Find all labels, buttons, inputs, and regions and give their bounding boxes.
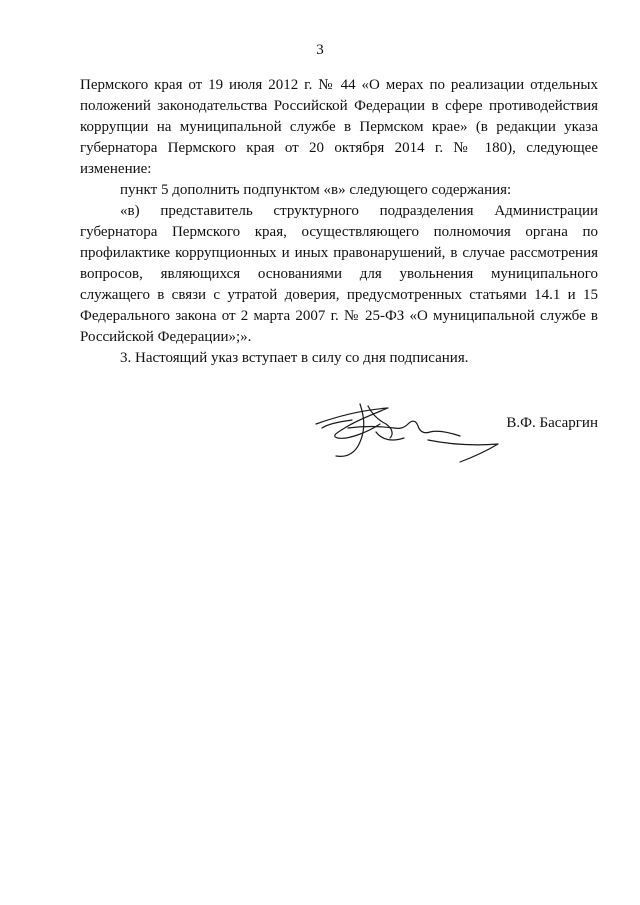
paragraph-amendment-intro: пункт 5 дополнить подпунктом «в» следующего содержания: [120, 182, 512, 198]
handwritten-signature-icon [308, 398, 508, 470]
paragraph-continuation: Пермского края от 19 июля 2012 г. № 44 «О мерах по реализации отдельных положений законодательства Российской Федерации в сфере противодействия коррупции на муниципальной службе в Пермском крае» (в редакции указа губернатора Пермского края от 20 октября 2014 г. № 180), следующее изменение: [80, 77, 598, 177]
document-body [80, 75, 598, 369]
page-number: 3 [316, 42, 324, 58]
paragraph-effective-date: 3. Настоящий указ вступает в силу со дня подписания. [120, 350, 469, 366]
signature-block [308, 398, 608, 470]
signer-name: В.Ф. Басаргин [506, 415, 598, 431]
paragraph-amendment-text: «в) представитель структурного подразделения Администрации губернатора Пермского края, осуществляющего полномочия органа по профилактике коррупционных и иных правонарушений, в случае рассмотрения вопросов, являющихся основаниями для увольнения муниципального служащего в связи с утратой доверия, предусмотренных статьями 14.1 и 15 Федерального закона от 2 марта 2007 г. № 25-ФЗ «О муниципальной службе в Российской Федерации»;». [80, 203, 598, 345]
